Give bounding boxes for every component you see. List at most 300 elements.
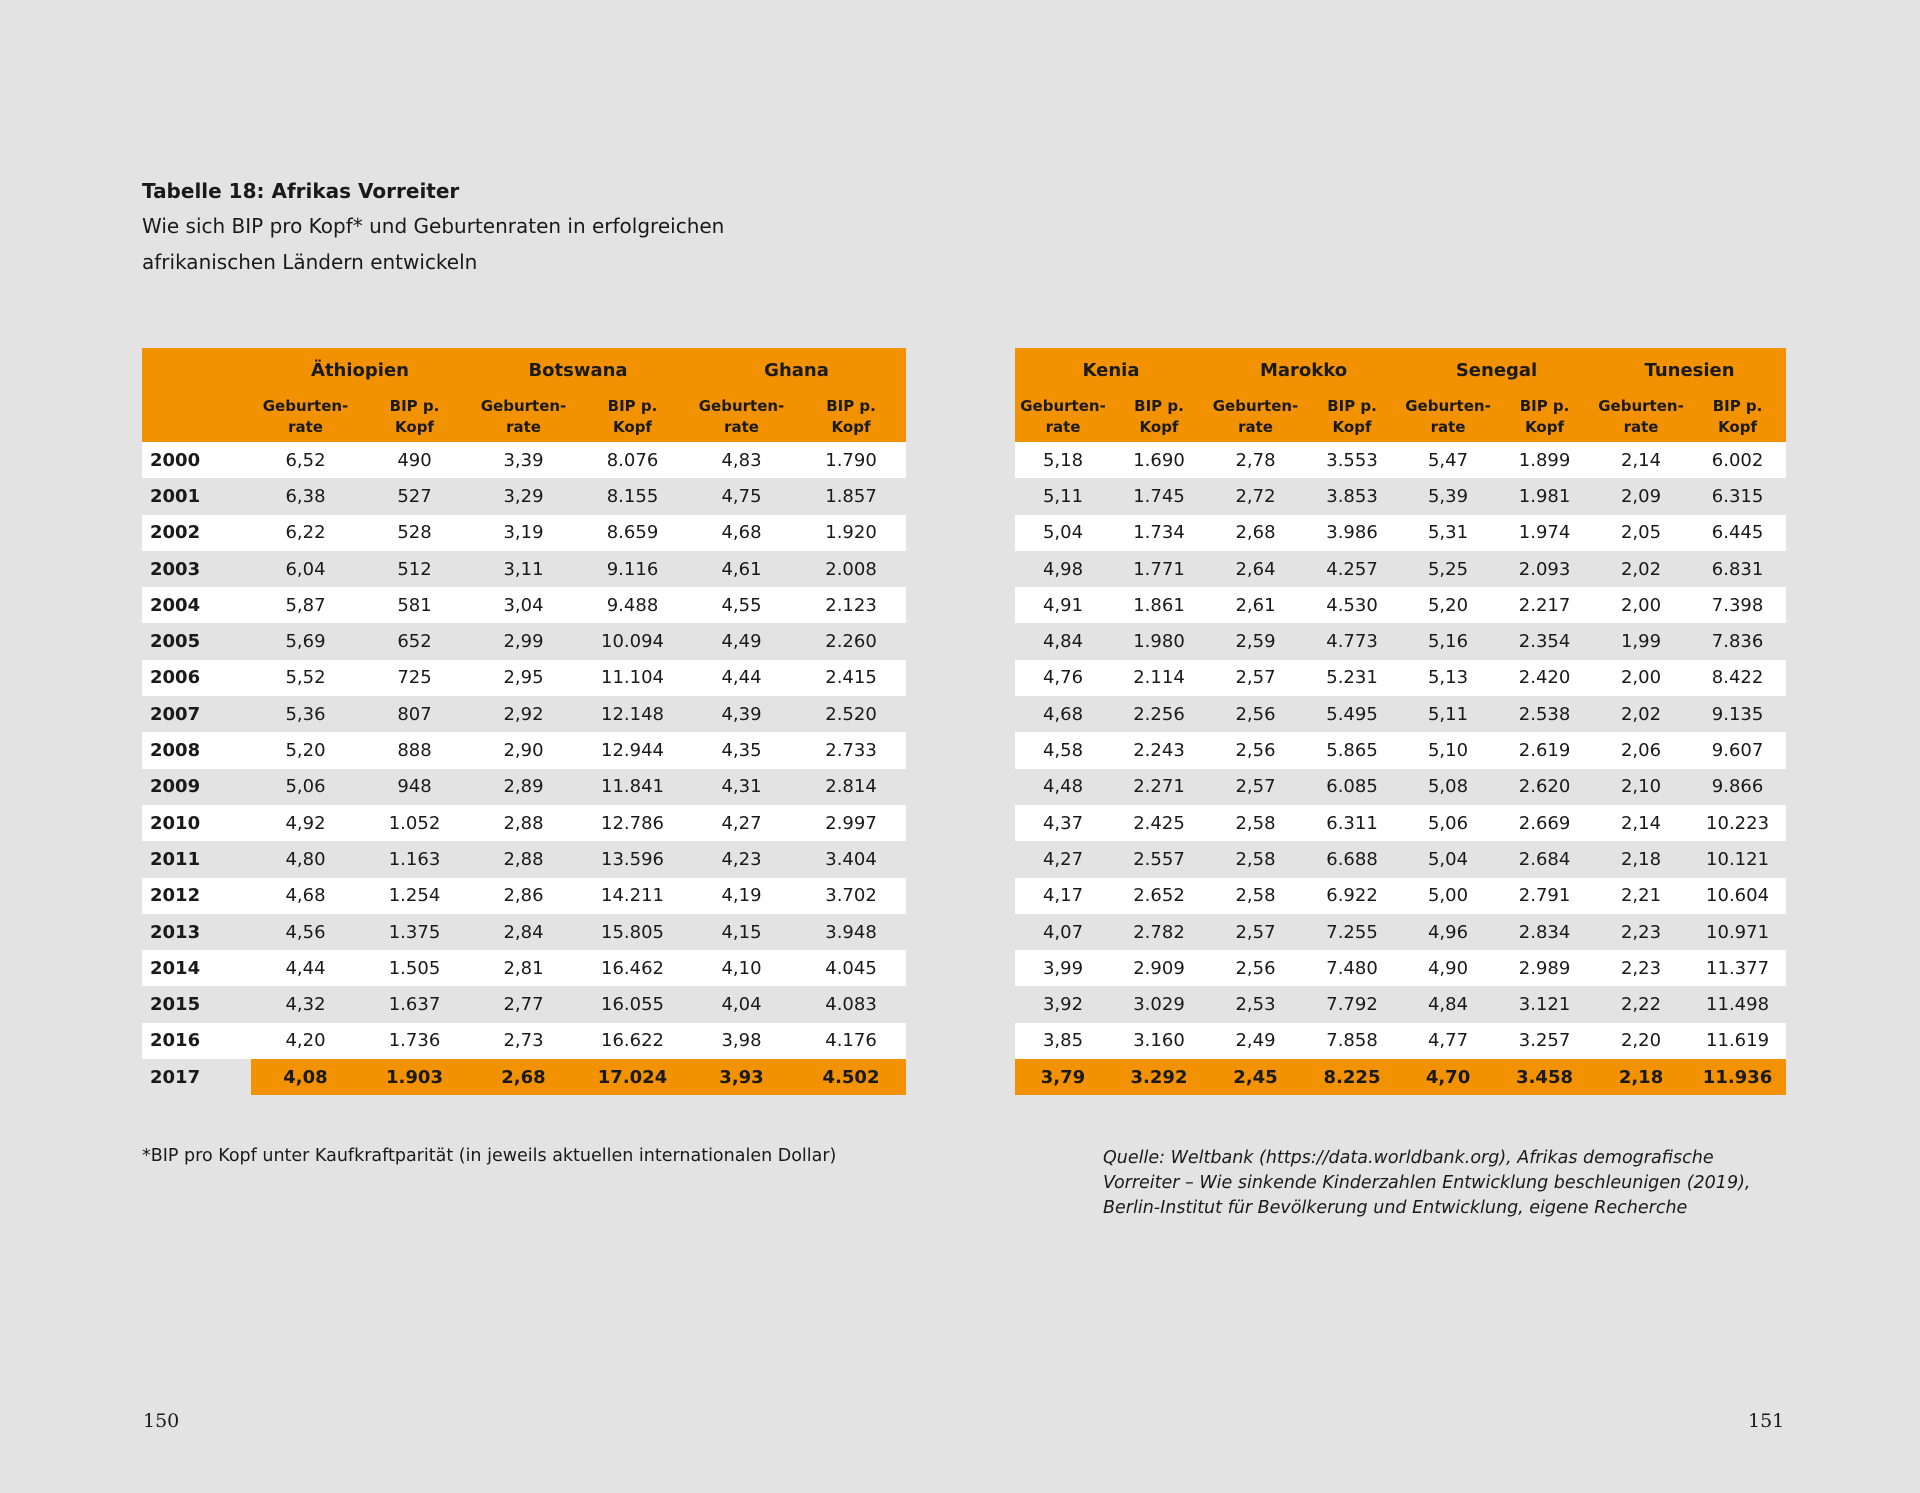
table-row <box>1015 551 1786 587</box>
value-cell: 2,99 <box>469 623 578 659</box>
value-cell: 4.045 <box>796 950 906 986</box>
column-header-line: BIP p. <box>1519 397 1570 415</box>
column-header-line: BIP p. <box>1712 397 1763 415</box>
value-cell: 2,53 <box>1207 986 1304 1022</box>
value-cell: 1.981 <box>1496 478 1593 514</box>
value-cell: 11.104 <box>578 660 687 696</box>
value-cell: 2,58 <box>1207 878 1304 914</box>
value-cell: 7.858 <box>1304 1023 1400 1059</box>
header-corner <box>142 392 251 442</box>
value-cell: 4,90 <box>1400 950 1496 986</box>
value-cell: 2,89 <box>469 769 578 805</box>
table-row <box>142 841 906 877</box>
value-cell: 4,32 <box>251 986 360 1022</box>
value-cell: 2,64 <box>1207 551 1304 587</box>
table-row <box>142 623 906 659</box>
value-cell: 2,77 <box>469 986 578 1022</box>
value-cell: 4,56 <box>251 914 360 950</box>
year-cell: 2016 <box>142 1023 251 1059</box>
value-cell: 2,58 <box>1207 841 1304 877</box>
table-left <box>142 348 906 1095</box>
column-header-line: BIP p. <box>1134 397 1184 415</box>
table-row <box>1015 769 1786 805</box>
value-cell: 4,39 <box>687 696 796 732</box>
value-cell: 5.495 <box>1304 696 1400 732</box>
value-cell: 5.865 <box>1304 732 1400 768</box>
value-cell: 8.155 <box>578 478 687 514</box>
column-header-gdp <box>578 392 687 442</box>
value-cell: 2,57 <box>1207 914 1304 950</box>
table-row <box>142 769 906 805</box>
value-cell: 5,25 <box>1400 551 1496 587</box>
value-cell: 7.836 <box>1689 623 1786 659</box>
value-cell: 6.831 <box>1689 551 1786 587</box>
table-row <box>1015 696 1786 732</box>
table-title: Tabelle 18: Afrikas Vorreiter <box>142 179 460 203</box>
value-cell: 11.619 <box>1689 1023 1786 1059</box>
value-cell: 4,27 <box>1015 841 1111 877</box>
value-cell: 5,18 <box>1015 442 1111 478</box>
value-cell: 2.782 <box>1111 914 1207 950</box>
value-cell: 1.690 <box>1111 442 1207 478</box>
table-right <box>1015 348 1786 1095</box>
column-header-line: Kopf <box>1139 418 1179 436</box>
column-header-birthrate <box>1593 392 1689 442</box>
value-cell: 8.422 <box>1689 660 1786 696</box>
country-header: Marokko <box>1207 348 1400 392</box>
value-cell: 2.123 <box>796 587 906 623</box>
value-cell: 5,16 <box>1400 623 1496 659</box>
value-cell: 4,31 <box>687 769 796 805</box>
value-cell: 3,19 <box>469 515 578 551</box>
year-cell: 2009 <box>142 769 251 805</box>
value-cell: 2,09 <box>1593 478 1689 514</box>
value-cell: 5,04 <box>1400 841 1496 877</box>
value-cell: 2.520 <box>796 696 906 732</box>
value-cell: 4,76 <box>1015 660 1111 696</box>
value-cell: 4,48 <box>1015 769 1111 805</box>
table-row <box>142 914 906 950</box>
value-cell: 2.425 <box>1111 805 1207 841</box>
value-cell: 4.502 <box>796 1059 906 1095</box>
year-cell: 2006 <box>142 660 251 696</box>
value-cell: 1,99 <box>1593 623 1689 659</box>
table-heading <box>142 174 862 280</box>
table-body <box>1015 442 1786 1095</box>
value-cell: 4,55 <box>687 587 796 623</box>
value-cell: 6.311 <box>1304 805 1400 841</box>
year-cell: 2004 <box>142 587 251 623</box>
value-cell: 5,08 <box>1400 769 1496 805</box>
value-cell: 2,59 <box>1207 623 1304 659</box>
value-cell: 3.458 <box>1496 1059 1593 1095</box>
value-cell: 4,68 <box>1015 696 1111 732</box>
value-cell: 2.093 <box>1496 551 1593 587</box>
value-cell: 9.116 <box>578 551 687 587</box>
table-row <box>142 805 906 841</box>
table-row <box>142 587 906 623</box>
column-header-line: Kopf <box>1332 418 1372 436</box>
value-cell: 5,13 <box>1400 660 1496 696</box>
value-cell: 2.791 <box>1496 878 1593 914</box>
year-cell: 2000 <box>142 442 251 478</box>
value-cell: 2,23 <box>1593 914 1689 950</box>
value-cell: 11.936 <box>1689 1059 1786 1095</box>
value-cell: 2.354 <box>1496 623 1593 659</box>
value-cell: 2,45 <box>1207 1059 1304 1095</box>
value-cell: 3.257 <box>1496 1023 1593 1059</box>
value-cell: 5,69 <box>251 623 360 659</box>
value-cell: 2,00 <box>1593 587 1689 623</box>
table-row <box>142 442 906 478</box>
value-cell: 4,75 <box>687 478 796 514</box>
column-header-birthrate <box>1207 392 1304 442</box>
value-cell: 5,11 <box>1400 696 1496 732</box>
value-cell: 4,70 <box>1400 1059 1496 1095</box>
value-cell: 2,56 <box>1207 732 1304 768</box>
year-cell: 2010 <box>142 805 251 841</box>
value-cell: 3.404 <box>796 841 906 877</box>
column-header-row <box>142 392 906 442</box>
value-cell: 13.596 <box>578 841 687 877</box>
value-cell: 4,77 <box>1400 1023 1496 1059</box>
value-cell: 3.553 <box>1304 442 1400 478</box>
country-header: Botswana <box>469 348 687 392</box>
value-cell: 12.786 <box>578 805 687 841</box>
value-cell: 16.622 <box>578 1023 687 1059</box>
header-corner <box>142 348 251 392</box>
column-header-line: rate <box>1045 418 1081 436</box>
value-cell: 1.254 <box>360 878 469 914</box>
column-header-line: Geburten- <box>1405 397 1491 415</box>
value-cell: 2.619 <box>1496 732 1593 768</box>
value-cell: 2.415 <box>796 660 906 696</box>
column-header-line: rate <box>1623 418 1659 436</box>
value-cell: 4,17 <box>1015 878 1111 914</box>
value-cell: 3,11 <box>469 551 578 587</box>
value-cell: 1.903 <box>360 1059 469 1095</box>
value-cell: 2,10 <box>1593 769 1689 805</box>
value-cell: 652 <box>360 623 469 659</box>
value-cell: 7.792 <box>1304 986 1400 1022</box>
value-cell: 7.255 <box>1304 914 1400 950</box>
value-cell: 2,86 <box>469 878 578 914</box>
value-cell: 2.538 <box>1496 696 1593 732</box>
table-row <box>142 696 906 732</box>
value-cell: 2,00 <box>1593 660 1689 696</box>
value-cell: 5,39 <box>1400 478 1496 514</box>
value-cell: 888 <box>360 732 469 768</box>
table-row <box>1015 623 1786 659</box>
year-cell: 2007 <box>142 696 251 732</box>
value-cell: 2,58 <box>1207 805 1304 841</box>
value-cell: 5,87 <box>251 587 360 623</box>
value-cell: 1.861 <box>1111 587 1207 623</box>
table-row <box>142 986 906 1022</box>
column-header-gdp <box>1111 392 1207 442</box>
value-cell: 16.055 <box>578 986 687 1022</box>
column-header-gdp <box>360 392 469 442</box>
value-cell: 4,68 <box>687 515 796 551</box>
value-cell: 5,36 <box>251 696 360 732</box>
value-cell: 2.814 <box>796 769 906 805</box>
value-cell: 4,44 <box>251 950 360 986</box>
table-row <box>1015 478 1786 514</box>
value-cell: 4,07 <box>1015 914 1111 950</box>
value-cell: 725 <box>360 660 469 696</box>
value-cell: 11.841 <box>578 769 687 805</box>
value-cell: 15.805 <box>578 914 687 950</box>
country-header: Äthiopien <box>251 348 469 392</box>
value-cell: 10.604 <box>1689 878 1786 914</box>
column-header-line: Geburten- <box>698 397 785 415</box>
value-cell: 3.948 <box>796 914 906 950</box>
table-row <box>1015 587 1786 623</box>
year-cell: 2013 <box>142 914 251 950</box>
value-cell: 16.462 <box>578 950 687 986</box>
value-cell: 2,73 <box>469 1023 578 1059</box>
value-cell: 1.745 <box>1111 478 1207 514</box>
value-cell: 3.986 <box>1304 515 1400 551</box>
value-cell: 7.480 <box>1304 950 1400 986</box>
value-cell: 948 <box>360 769 469 805</box>
value-cell: 4,96 <box>1400 914 1496 950</box>
column-header-gdp <box>1304 392 1400 442</box>
column-header-line: BIP p. <box>607 397 658 415</box>
value-cell: 5.231 <box>1304 660 1400 696</box>
value-cell: 9.866 <box>1689 769 1786 805</box>
value-cell: 6.688 <box>1304 841 1400 877</box>
value-cell: 3.121 <box>1496 986 1593 1022</box>
value-cell: 2.997 <box>796 805 906 841</box>
column-header-birthrate <box>251 392 360 442</box>
source-note: Quelle: Weltbank (https://data.worldbank.org), Afrikas demografische Vorreiter – Wie sinkende Kinderzahlen Entwicklung beschleunigen (2019), Berlin-Institut für Bevölkerung und Entwicklung, eigene Recherche <box>1103 1148 1751 1218</box>
value-cell: 3,85 <box>1015 1023 1111 1059</box>
value-cell: 2,14 <box>1593 805 1689 841</box>
table-row <box>142 1059 906 1095</box>
value-cell: 9.488 <box>578 587 687 623</box>
value-cell: 4.083 <box>796 986 906 1022</box>
column-header-line: rate <box>506 418 541 436</box>
value-cell: 2,23 <box>1593 950 1689 986</box>
column-header-line: BIP p. <box>389 397 440 415</box>
value-cell: 2.834 <box>1496 914 1593 950</box>
value-cell: 2.114 <box>1111 660 1207 696</box>
value-cell: 2.271 <box>1111 769 1207 805</box>
value-cell: 6,38 <box>251 478 360 514</box>
table-row <box>142 660 906 696</box>
country-header-row <box>1015 348 1786 392</box>
value-cell: 8.076 <box>578 442 687 478</box>
table-row <box>1015 841 1786 877</box>
column-header-line: rate <box>1430 418 1466 436</box>
value-cell: 5,31 <box>1400 515 1496 551</box>
value-cell: 5,00 <box>1400 878 1496 914</box>
value-cell: 1.163 <box>360 841 469 877</box>
value-cell: 4.176 <box>796 1023 906 1059</box>
column-header-line: Kopf <box>395 418 434 436</box>
value-cell: 2.557 <box>1111 841 1207 877</box>
value-cell: 2.684 <box>1496 841 1593 877</box>
table-row <box>1015 914 1786 950</box>
country-header-row <box>142 348 906 392</box>
value-cell: 6,22 <box>251 515 360 551</box>
column-header-line: Kopf <box>1718 418 1757 436</box>
value-cell: 4,84 <box>1400 986 1496 1022</box>
value-cell: 4,15 <box>687 914 796 950</box>
value-cell: 12.944 <box>578 732 687 768</box>
value-cell: 4,49 <box>687 623 796 659</box>
country-header: Tunesien <box>1593 348 1786 392</box>
column-header-birthrate <box>469 392 578 442</box>
value-cell: 4,08 <box>251 1059 360 1095</box>
year-cell: 2008 <box>142 732 251 768</box>
page-number-left: 150 <box>143 1410 180 1432</box>
page-number-right: 151 <box>1748 1410 1785 1432</box>
value-cell: 2,95 <box>469 660 578 696</box>
value-cell: 6.085 <box>1304 769 1400 805</box>
column-header-gdp <box>796 392 906 442</box>
value-cell: 11.377 <box>1689 950 1786 986</box>
value-cell: 4,91 <box>1015 587 1111 623</box>
value-cell: 4,19 <box>687 878 796 914</box>
value-cell: 4,68 <box>251 878 360 914</box>
value-cell: 2,90 <box>469 732 578 768</box>
value-cell: 3.853 <box>1304 478 1400 514</box>
table-row <box>1015 1059 1786 1095</box>
value-cell: 3.160 <box>1111 1023 1207 1059</box>
column-header-line: rate <box>724 418 759 436</box>
value-cell: 8.659 <box>578 515 687 551</box>
value-cell: 5,47 <box>1400 442 1496 478</box>
value-cell: 9.135 <box>1689 696 1786 732</box>
value-cell: 4,23 <box>687 841 796 877</box>
year-cell: 2014 <box>142 950 251 986</box>
value-cell: 2,81 <box>469 950 578 986</box>
column-header-row <box>1015 392 1786 442</box>
value-cell: 1.736 <box>360 1023 469 1059</box>
value-cell: 5,04 <box>1015 515 1111 551</box>
value-cell: 12.148 <box>578 696 687 732</box>
column-header-gdp <box>1496 392 1593 442</box>
year-cell: 2011 <box>142 841 251 877</box>
value-cell: 4,35 <box>687 732 796 768</box>
value-cell: 3,29 <box>469 478 578 514</box>
year-cell: 2003 <box>142 551 251 587</box>
value-cell: 4,44 <box>687 660 796 696</box>
value-cell: 2,88 <box>469 805 578 841</box>
value-cell: 1.052 <box>360 805 469 841</box>
table-row <box>142 732 906 768</box>
column-header-gdp <box>1689 392 1786 442</box>
value-cell: 1.505 <box>360 950 469 986</box>
value-cell: 3.029 <box>1111 986 1207 1022</box>
value-cell: 3,92 <box>1015 986 1111 1022</box>
table-row <box>142 515 906 551</box>
value-cell: 9.607 <box>1689 732 1786 768</box>
value-cell: 1.790 <box>796 442 906 478</box>
value-cell: 490 <box>360 442 469 478</box>
value-cell: 2.008 <box>796 551 906 587</box>
value-cell: 2,06 <box>1593 732 1689 768</box>
year-cell: 2002 <box>142 515 251 551</box>
value-cell: 2,18 <box>1593 1059 1689 1095</box>
value-cell: 2.652 <box>1111 878 1207 914</box>
value-cell: 2.243 <box>1111 732 1207 768</box>
value-cell: 5,20 <box>251 732 360 768</box>
column-header-line: Geburten- <box>262 397 349 415</box>
value-cell: 2,61 <box>1207 587 1304 623</box>
value-cell: 2.989 <box>1496 950 1593 986</box>
value-cell: 528 <box>360 515 469 551</box>
value-cell: 2.217 <box>1496 587 1593 623</box>
column-header-line: Kopf <box>1525 418 1564 436</box>
value-cell: 10.971 <box>1689 914 1786 950</box>
value-cell: 581 <box>360 587 469 623</box>
value-cell: 2,21 <box>1593 878 1689 914</box>
value-cell: 3,98 <box>687 1023 796 1059</box>
table-row <box>1015 950 1786 986</box>
value-cell: 10.094 <box>578 623 687 659</box>
value-cell: 2,57 <box>1207 660 1304 696</box>
column-header-line: Kopf <box>831 418 871 436</box>
value-cell: 5,06 <box>251 769 360 805</box>
value-cell: 2,22 <box>1593 986 1689 1022</box>
value-cell: 10.223 <box>1689 805 1786 841</box>
table-row <box>142 1023 906 1059</box>
year-cell: 2005 <box>142 623 251 659</box>
value-cell: 1.920 <box>796 515 906 551</box>
value-cell: 2,68 <box>469 1059 578 1095</box>
value-cell: 2.420 <box>1496 660 1593 696</box>
value-cell: 2,56 <box>1207 950 1304 986</box>
value-cell: 2,84 <box>469 914 578 950</box>
value-cell: 5,20 <box>1400 587 1496 623</box>
value-cell: 3.292 <box>1111 1059 1207 1095</box>
table-row <box>1015 660 1786 696</box>
column-header-line: Kopf <box>613 418 652 436</box>
value-cell: 1.974 <box>1496 515 1593 551</box>
value-cell: 1.734 <box>1111 515 1207 551</box>
table-row <box>142 950 906 986</box>
value-cell: 4,20 <box>251 1023 360 1059</box>
value-cell: 2.620 <box>1496 769 1593 805</box>
value-cell: 2,78 <box>1207 442 1304 478</box>
column-header-line: BIP p. <box>826 397 876 415</box>
value-cell: 4,04 <box>687 986 796 1022</box>
column-header-birthrate <box>687 392 796 442</box>
column-header-line: rate <box>288 418 323 436</box>
value-cell: 4.530 <box>1304 587 1400 623</box>
value-cell: 6,04 <box>251 551 360 587</box>
column-header-line: BIP p. <box>1327 397 1377 415</box>
value-cell: 14.211 <box>578 878 687 914</box>
column-header-line: Geburten- <box>480 397 567 415</box>
value-cell: 6.922 <box>1304 878 1400 914</box>
value-cell: 7.398 <box>1689 587 1786 623</box>
value-cell: 2,20 <box>1593 1023 1689 1059</box>
value-cell: 3.702 <box>796 878 906 914</box>
value-cell: 2,02 <box>1593 696 1689 732</box>
country-header: Kenia <box>1015 348 1207 392</box>
table-body <box>142 442 906 1095</box>
year-cell: 2012 <box>142 878 251 914</box>
column-header-line: Geburten- <box>1598 397 1684 415</box>
value-cell: 2,05 <box>1593 515 1689 551</box>
value-cell: 6,52 <box>251 442 360 478</box>
value-cell: 2,88 <box>469 841 578 877</box>
value-cell: 2,72 <box>1207 478 1304 514</box>
